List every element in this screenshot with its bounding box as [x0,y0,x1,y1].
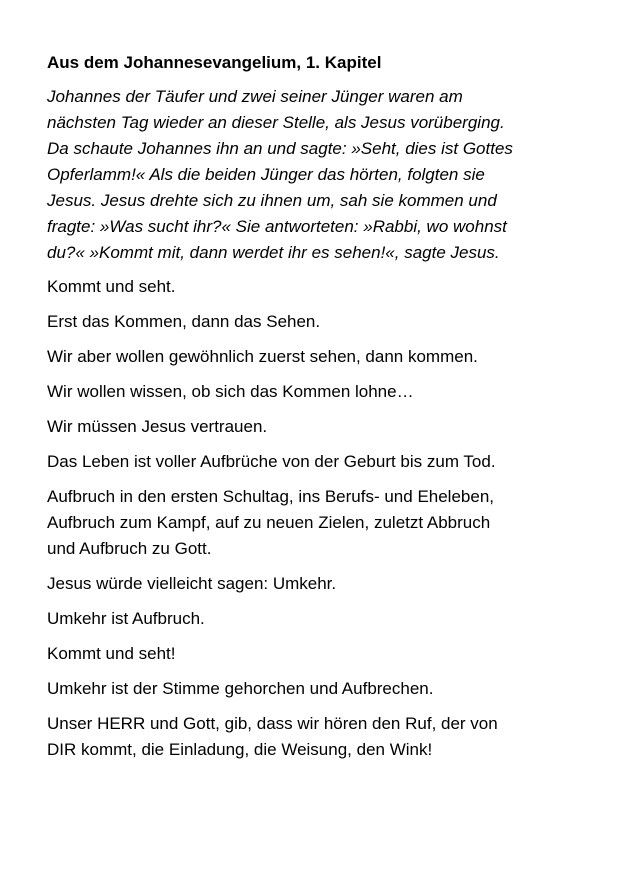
quote-line: Jesus. Jesus drehte sich zu ihnen um, sah sie kommen und [47,191,497,210]
paragraph-line: Wir wollen wissen, ob sich das Kommen lohne… [47,382,414,401]
quote-line: Da schaute Johannes ihn an und sagte: »Seht, dies ist Gottes [47,139,513,158]
paragraph-line: Das Leben ist voller Aufbrüche von der Geburt bis zum Tod. [47,452,496,471]
paragraph [47,571,607,597]
paragraph-line: Kommt und seht! [47,644,176,663]
paragraph-line: Umkehr ist der Stimme gehorchen und Aufbrechen. [47,679,434,698]
paragraph-line: DIR kommt, die Einladung, die Weisung, den Wink! [47,740,433,759]
paragraph-line: Wir müssen Jesus vertrauen. [47,417,268,436]
gospel-quote [47,84,607,266]
paragraph-line: und Aufbruch zu Gott. [47,539,212,558]
document-page [47,50,607,772]
paragraph-line: Aufbruch in den ersten Schultag, ins Berufs- und Eheleben, [47,487,495,506]
paragraph-line: Jesus würde vielleicht sagen: Umkehr. [47,574,337,593]
quote-line: du?« »Kommt mit, dann werdet ihr es sehen!«, sagte Jesus. [47,243,500,262]
paragraph [47,414,607,440]
paragraph-line: Umkehr ist Aufbruch. [47,609,205,628]
paragraph-line: Wir aber wollen gewöhnlich zuerst sehen, dann kommen. [47,347,478,366]
paragraph [47,711,607,763]
paragraph-line: Unser HERR und Gott, gib, dass wir hören den Ruf, der von [47,714,498,733]
paragraph [47,274,607,300]
paragraph [47,484,607,562]
quote-line: fragte: »Was sucht ihr?« Sie antworteten: »Rabbi, wo wohnst [47,217,507,236]
quote-line: Johannes der Täufer und zwei seiner Jünger waren am [47,87,463,106]
paragraph-line: Kommt und seht. [47,277,176,296]
paragraph [47,676,607,702]
quote-line: nächsten Tag wieder an dieser Stelle, als Jesus vorüberging. [47,113,505,132]
paragraph [47,344,607,370]
paragraph [47,379,607,405]
document-title: Aus dem Johannesevangelium, 1. Kapitel [47,53,382,72]
paragraph [47,449,607,475]
paragraph [47,641,607,667]
paragraph [47,606,607,632]
paragraph-line: Aufbruch zum Kampf, auf zu neuen Zielen, zuletzt Abbruch [47,513,491,532]
quote-line: Opferlamm!« Als die beiden Jünger das hörten, folgten sie [47,165,485,184]
paragraph-line: Erst das Kommen, dann das Sehen. [47,312,321,331]
paragraph [47,309,607,335]
